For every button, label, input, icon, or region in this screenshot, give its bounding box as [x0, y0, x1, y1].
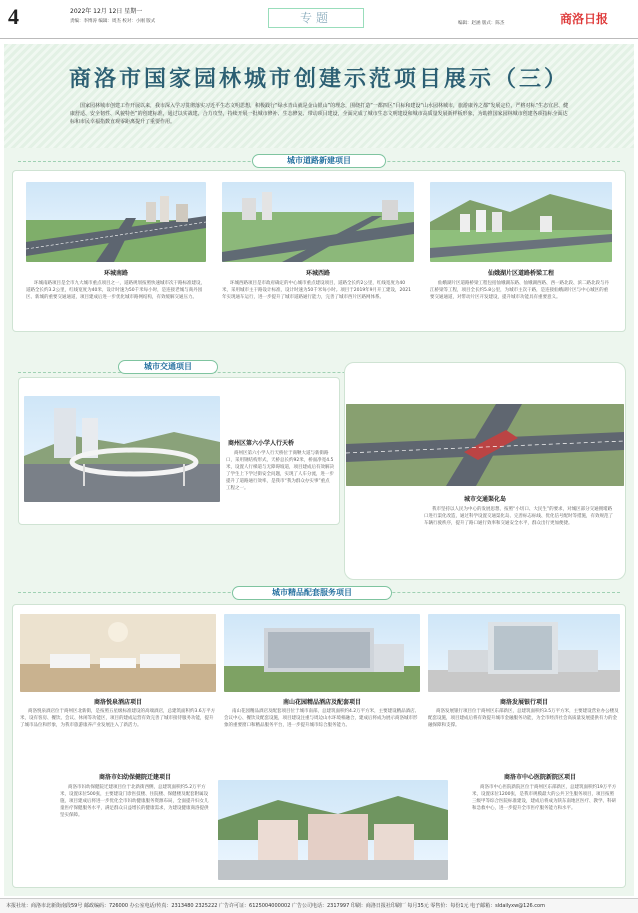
facility-body: 南山花园精品酒店及配套项目位于城市南部，总建筑面积约4.2万平方米，主要建设精品酒店、会议中心、餐饮及配套设施，项目建设注重与周边山水环境相融合，建成后将成为展示商洛城市形象的重要窗口和精品服务平台，进一步提升城市综合服务能力。 [224, 709, 420, 728]
facility-caption: 商洛市中心医院新院区项目 [503, 774, 576, 781]
header-rule [0, 38, 638, 39]
road-body: 环城西路项目是市政府确定的中心城市重点建设项目，道路全长约2公里，红线宽度为40米，采用城市主干路设计标准，设计时速为50千米每小时。项目于2019年9月开工建设，2021年实现通车运行，进一步提升了城市道路通行能力，完善了城市西片区路网体系。 [222, 281, 411, 300]
channelization-image [346, 404, 624, 486]
editors-right: 编辑：赵涵 版式：陈杰 [458, 21, 505, 26]
road-west-image [222, 182, 414, 262]
traffic-caption: 城市交通渠化岛 [463, 496, 506, 503]
xiane-lake-road-image [430, 182, 612, 262]
traffic-banner: 城市交通项目 [118, 360, 218, 374]
facilities-banner: 城市精品配套服务项目 [232, 586, 392, 600]
facility-body: 商洛市妇幼保健院迁建项目位于北新街西侧，总建筑面积约5.2万平方米，设置床位500张，主要建设门诊医技楼、住院楼、保健楼及配套附属设施，项目建成后将进一步优化全市妇幼健康服务资源布局，全面提升妇女儿童医疗保健服务水平，满足群众日益增长的健康需求，为建设健康商洛提供坚实保障。 [60, 785, 209, 818]
traffic-caption: 商州区第六小学人行天桥 [228, 440, 295, 447]
nanshan-hotel-image [224, 614, 420, 692]
yuequan-hotel-image [20, 614, 216, 692]
editors-left: 责编：李博涛 编辑：周杰 校对：小刚 版式 [70, 19, 156, 24]
development-bank-image [428, 614, 620, 692]
road-caption: 仙娥湖片区道路桥梁工程 [487, 270, 554, 277]
facility-caption: 商洛市妇幼保健院迁建项目 [98, 774, 171, 781]
facility-body: 商洛发展银行项目位于商州区东部新区，总建筑面积约3.5万平方米，主要建设营业办公楼及配套设施，项目建成后将有效提升城市金融服务功能，为全市经济社会高质量发展提供有力的金融保障和支撑。 [428, 709, 619, 728]
page-number: 4 [8, 4, 19, 29]
page-title: 商洛市国家园林城市创建示范项目展示（三） [68, 67, 569, 92]
traffic-body: 我市坚持以人民为中心的发展思想，按照“小切口、大民生”的要求，对城区部分交通拥堵路口进行渠化改造，通过科学设置交通渠化岛、完善标志标线、优化信号配时等措施，有效规范了车辆行驶秩序，提升了路口通行效率和交通安全水平，群众出行更加便捷。 [424, 507, 613, 526]
maternity-hospital-image [218, 780, 448, 880]
date-line: 2022年 12月 12日 星期一 [70, 8, 143, 15]
facility-caption: 商洛发展银行项目 [499, 699, 548, 706]
newspaper-logo: 商洛日报 [560, 12, 609, 26]
facility-body: 商洛市中心医院新院区位于商州区东部新区，总建筑面积约19万平方米，设置床位1200张，是我市规模最大的公共卫生服务项目，项目按照三级甲等综合医院标准建设，建成后将成为陕东南地区医疗、教学、科研和急救中心，进一步提升全市医疗服务能力和水平。 [472, 785, 617, 811]
traffic-body: 商州区第六小学人行天桥位于商鞅大道与新街路口，采用钢结构形式，天桥总长约92米，桥面净宽4.5米，设置人行梯道与无障碍坡道，项目建成后有效解决了学生上下学过街安全问题，实现了人车分流，进一步提升了道路通行效率，是我市“我为群众办实事”重点工程之一。 [226, 451, 334, 491]
road-south-image [26, 182, 206, 262]
footbridge-image [24, 396, 220, 502]
section-tag: 专题 [268, 8, 364, 28]
roads-banner: 城市道路新建项目 [252, 154, 386, 168]
title-band [4, 44, 634, 148]
facility-body: 商洛悦泉酒店位于商州区北新街，是按照五星级标准建设的高端酒店，总建筑面积约3.6万平方米，设有客房、餐饮、会议、休闲等功能区，项目的建成运营有效完善了城市接待服务功能，提升了城市品位和形象，为我市旅游康养产业发展注入了新活力。 [20, 709, 216, 728]
facility-caption: 南山花园精品酒店及配套项目 [282, 699, 361, 706]
road-caption: 环城西路 [305, 270, 330, 277]
intro-paragraph: 国家园林城市创建工作开展以来，我市深入学习贯彻落实习近平生态文明思想，积极践行“绿水青山就是金山银山”的理念，围绕打造“一都四区”目标和建设“山水园林城市，旅游康养之都”发展定位，严格对标“生态宜居、健康舒适、安全韧性、风貌特色”的创建标准，通过以实战建、合力攻坚，持续开展一批城市修补、生态修复、带动项目建设，全面完成了城市生态文明建设和城市高质量发展新样板形象，为助推国家园林城市创建各项指标全面达标和市民幸福指数直观零距离提升了重要作用。 [70, 103, 569, 125]
footer-info: 本报社址：商洛市北新街南段59号 邮政编码：726000 办公室电话/传真：2313480 2325222 广告许可证：6125004000002 广告公司电话：2317997 印刷：商洛日报社印刷厂 每月35元 零售价：每份1元 电子邮箱：sldailyxw@126.com [0, 898, 638, 913]
facility-caption: 商洛悦泉酒店项目 [93, 699, 142, 706]
road-caption: 环城南路 [103, 270, 128, 277]
road-body: 仙娥湖片区道路桥梁工程包括仙娥湖东路、仙娥湖西路、西一路北段、滨二路北段与丹江桥梁等工程，项目全长约5.8公里，为城市主次干路，是连接仙娥湖片区与中心城区的重要交通通道，对带动片区开发建设，提升城市功能具有重要意义。 [430, 281, 609, 300]
road-body: 环城南路项目是全市九大城市重点项目之一，道路规划按照快速城市次干路标准建设，道路全长约3.2公里，红线宽度为40米，设计时速为50千米每小时，是连接老城与商丹园区、新城的重要交通通道，项目建成后进一步优化城市路网结构，有效缓解交通压力。 [26, 281, 205, 300]
